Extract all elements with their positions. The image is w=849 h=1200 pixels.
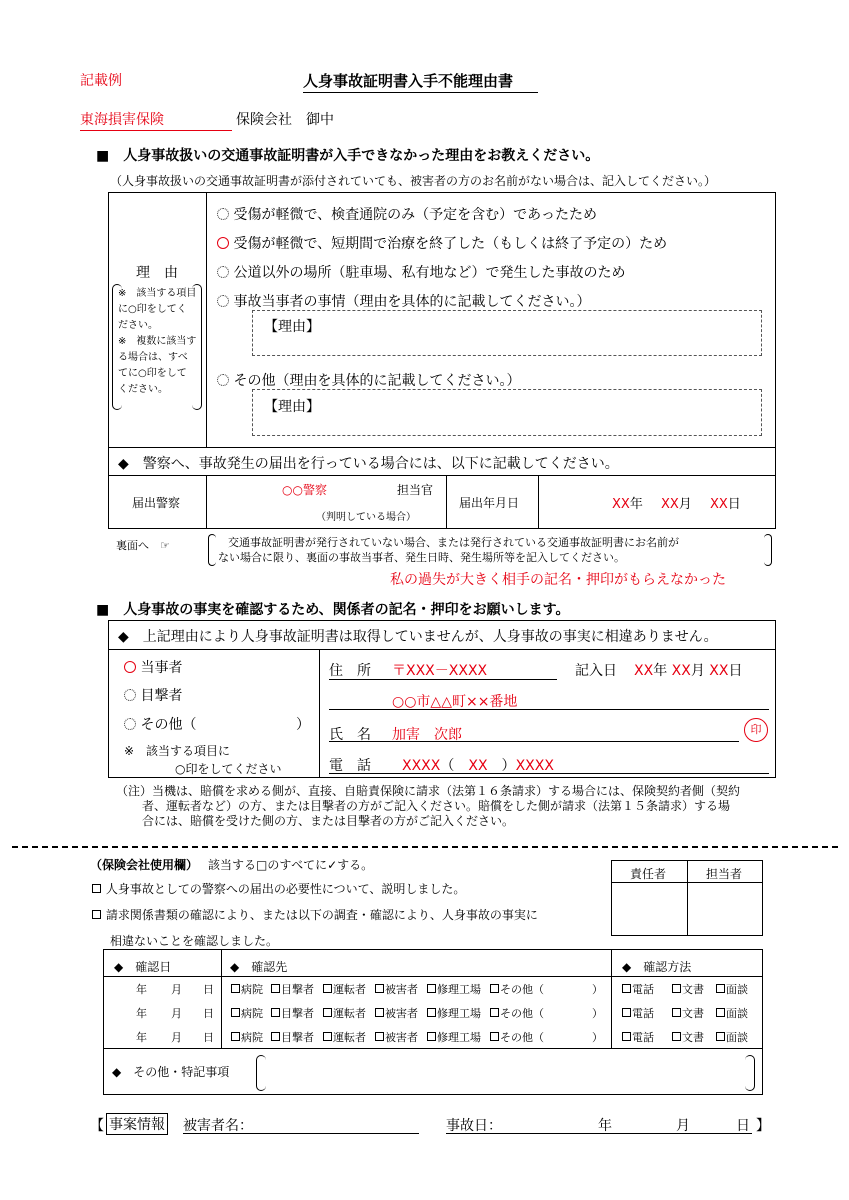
reason-option-2[interactable]: 受傷が軽微で、短期間で治療を終了した（もしくは終了予定の）ため <box>217 233 667 253</box>
checkbox-icon <box>323 1008 332 1017</box>
checkbox-icon <box>92 910 101 919</box>
remarks-label: ◆ その他・特記事項 <box>112 1065 230 1079</box>
target-checkbox[interactable]: 病院 <box>231 1005 263 1021</box>
police-officer-label: 担当官 <box>397 483 434 497</box>
checkbox-icon <box>716 1008 725 1017</box>
office-check-2-cont: 相違ないことを確認しました。 <box>110 934 279 948</box>
target-checkbox[interactable]: 病院 <box>231 981 263 997</box>
role-note-1: ※ 該当する項目に <box>124 744 231 758</box>
method-checkbox[interactable]: 面談 <box>716 1005 748 1021</box>
page-title: 人身事故証明書入手不能理由書 <box>303 70 538 93</box>
reason-text-box-2[interactable] <box>252 389 762 436</box>
reason-option-5[interactable]: その他（理由を具体的に記載してください。） <box>217 370 520 390</box>
date-unit: 日 <box>203 1031 214 1044</box>
case-info-label: 事案情報 <box>106 1113 168 1135</box>
responsible-label: 責任者 <box>630 867 667 881</box>
police-label: 届出警察 <box>132 496 181 510</box>
checkbox-icon <box>672 1008 681 1017</box>
office-check-2[interactable]: 請求関係書類の確認により、または以下の調査・確認により、人身事故の事実に <box>92 906 538 923</box>
seal-stamp[interactable]: 印 <box>744 718 768 742</box>
checkbox-icon <box>716 1032 725 1041</box>
example-label: 記載例 <box>80 73 122 89</box>
footer-day: 日 <box>736 1118 750 1134</box>
checkbox-icon <box>375 984 384 993</box>
role-other[interactable]: その他（ <box>124 714 196 734</box>
date-unit: 日 <box>203 983 214 996</box>
target-checkbox[interactable]: 修理工場 <box>427 1005 481 1021</box>
name-value[interactable]: 加害 次郎 <box>392 727 462 743</box>
date-unit: 月 <box>171 1007 182 1020</box>
reason-box-label-1: 【理由】 <box>264 319 320 335</box>
red-annotation: 私の過失が大きく相手の記名・押印がもらえなかった <box>390 572 726 588</box>
checkbox-icon <box>490 1008 499 1017</box>
target-checkbox[interactable]: 運転者 <box>323 1005 366 1021</box>
checkbox-icon <box>427 1008 436 1017</box>
method-checkbox[interactable]: 電話 <box>622 981 654 997</box>
in-charge-label: 担当者 <box>706 867 743 881</box>
entry-date-label: 記入日 <box>575 663 617 679</box>
checkbox-icon <box>490 984 499 993</box>
method-checkbox[interactable]: 電話 <box>622 1005 654 1021</box>
date-unit: 日 <box>203 1007 214 1020</box>
target-checkbox[interactable]: 修理工場 <box>427 981 481 997</box>
phone-value[interactable]: XXXX（ XX ）XXXX <box>402 758 554 774</box>
target-checkbox[interactable]: 目撃者 <box>271 1029 314 1045</box>
checkbox-icon <box>375 1032 384 1041</box>
police-heading: ◆ 警察へ、事故発生の届出を行っている場合には、以下に記載してください。 <box>118 456 619 472</box>
target-other-close: ） <box>592 983 603 996</box>
radio-circle-icon <box>124 718 136 730</box>
checkbox-icon <box>231 1008 240 1017</box>
radio-circle-icon <box>217 295 229 307</box>
method-checkbox[interactable]: 電話 <box>622 1029 654 1045</box>
footnote: （注）当機は、賠償を求める側が、直接、自賠責保険に請求（法第１６条請求）する場合には、保険契約者側（契約 者、運転者など）の方、または目撃者の方がご記入ください。賠償をした側が請求（法第１５条請求）する場 合には、賠償を受けた側の方、または目撃者の方がご記入ください。 <box>116 784 741 828</box>
checkbox-icon <box>427 1032 436 1041</box>
reason-text-box-1[interactable] <box>252 310 762 356</box>
section1-heading: ■ 人身事故扱いの交通事故証明書が入手できなかった理由をお教えください。 <box>96 148 600 164</box>
col-date-header: ◆ 確認日 <box>114 960 172 974</box>
victim-label: 被害者名： <box>183 1118 253 1134</box>
reason-label: 理 由 <box>136 265 178 281</box>
checkbox-icon <box>672 1032 681 1041</box>
office-title: （保険会社使用欄） <box>90 858 199 872</box>
checkbox-icon <box>622 1008 631 1017</box>
target-checkbox[interactable]: 運転者 <box>323 981 366 997</box>
cut-line <box>12 846 838 848</box>
date-unit: 月 <box>171 983 182 996</box>
role-other-close: ） <box>296 717 310 733</box>
selected-circle-icon <box>217 237 229 249</box>
checkbox-icon <box>672 984 681 993</box>
checkbox-icon <box>323 984 332 993</box>
insurer-name: 東海損害保険 <box>80 109 232 131</box>
postal-code[interactable]: 〒XXX－XXXX <box>392 663 488 679</box>
radio-circle-icon <box>124 689 136 701</box>
party-statement: ◆ 上記理由により人身事故証明書は取得していませんが、人身事故の事実に相違ありません。 <box>118 629 718 645</box>
office-check-1[interactable]: 人身事故としての警察への届出の必要性について、説明しました。 <box>92 880 465 897</box>
reason-notes: ※ 該当する項目 に○印をしてく ださい。 ※ 複数に該当す る場合は、すべ てに○印をして ください。 <box>118 288 197 395</box>
target-checkbox[interactable]: 被害者 <box>375 981 418 997</box>
reason-box-label-2: 【理由】 <box>264 399 320 415</box>
accident-date-label: 事故日： <box>446 1118 502 1134</box>
checkbox-icon <box>271 984 280 993</box>
reason-option-4[interactable]: 事故当事者の事情（理由を具体的に記載してください。） <box>217 291 590 311</box>
checkbox-icon <box>231 984 240 993</box>
radio-circle-icon <box>217 374 229 386</box>
footer-month: 月 <box>676 1118 690 1134</box>
target-checkbox[interactable]: 被害者 <box>375 1029 418 1045</box>
footer-close: 】 <box>756 1118 770 1134</box>
date-unit: 年 <box>136 983 147 996</box>
target-checkbox[interactable]: 運転者 <box>323 1029 366 1045</box>
date-unit: 月 <box>171 1031 182 1044</box>
address-label: 住 所 <box>329 663 371 679</box>
reason-option-3[interactable]: 公道以外の場所（駐車場、私有地など）で発生した事故のため <box>217 262 625 282</box>
section2-heading: ■ 人身事故の事実を確認するため、関係者の記名・押印をお願いします。 <box>96 602 570 618</box>
back-note-2: ない場合に限り、裏面の事故当事者、発生日時、発生場所等を記入してください。 <box>218 551 625 564</box>
target-checkbox[interactable]: 目撃者 <box>271 1005 314 1021</box>
target-checkbox[interactable]: 修理工場 <box>427 1029 481 1045</box>
target-other-close: ） <box>592 1007 603 1020</box>
checkbox-icon <box>490 1032 499 1041</box>
date-unit: 年 <box>136 1007 147 1020</box>
role-party[interactable]: 当事者 <box>124 657 182 677</box>
victim-name-input[interactable] <box>260 1112 419 1132</box>
checkbox-icon <box>427 984 436 993</box>
footer-year: 年 <box>598 1118 612 1134</box>
checkbox-icon <box>716 984 725 993</box>
target-checkbox[interactable]: その他（ <box>490 1029 544 1045</box>
checkbox-icon <box>271 1008 280 1017</box>
target-checkbox[interactable]: その他（ <box>490 981 544 997</box>
section1-note: （人身事故扱いの交通事故証明書が添付されていても、被害者の方のお名前がない場合は、記入してください。） <box>110 174 717 188</box>
checkbox-icon <box>622 984 631 993</box>
checkbox-icon <box>271 1032 280 1041</box>
date-unit: 年 <box>136 1031 147 1044</box>
checkbox-icon <box>323 1032 332 1041</box>
address-value[interactable]: ○○市△△町××番地 <box>392 694 518 710</box>
role-note-2: ○印をしてください <box>175 762 282 776</box>
method-checkbox[interactable]: 面談 <box>716 981 748 997</box>
reason-option-1[interactable]: 受傷が軽微で、検査通院のみ（予定を含む）であったため <box>217 204 597 224</box>
radio-circle-icon <box>217 266 229 278</box>
police-note: （判明している場合） <box>316 512 416 523</box>
checkbox-icon <box>375 1008 384 1017</box>
phone-label: 電 話 <box>329 758 371 774</box>
report-date[interactable]: XX年 XX月 XX日 <box>612 497 741 512</box>
method-checkbox[interactable]: 面談 <box>716 1029 748 1045</box>
insurer-suffix: 保険会社 御中 <box>236 112 334 128</box>
name-label: 氏 名 <box>329 727 371 743</box>
target-checkbox[interactable]: 目撃者 <box>271 981 314 997</box>
target-other-close: ） <box>592 1031 603 1044</box>
method-checkbox[interactable]: 文書 <box>672 1005 704 1021</box>
office-instruction: 該当する□のすべてに✓する。 <box>208 858 374 872</box>
col-method-header: ◆ 確認方法 <box>622 960 692 974</box>
report-date-label: 届出年月日 <box>459 496 520 510</box>
method-checkbox[interactable]: 文書 <box>672 981 704 997</box>
back-label: 裏面へ ☞ <box>116 539 170 552</box>
checkbox-icon <box>622 1032 631 1041</box>
target-checkbox[interactable]: 病院 <box>231 1029 263 1045</box>
radio-circle-icon <box>217 208 229 220</box>
target-checkbox[interactable]: その他（ <box>490 1005 544 1021</box>
remarks-input[interactable] <box>262 1058 748 1088</box>
back-note-1: 交通事故証明書が発行されていない場合、または発行されている交通事故証明書にお名前が <box>228 536 679 549</box>
entry-date[interactable]: XX年 XX月 XX日 <box>634 663 743 679</box>
role-witness[interactable]: 目撃者 <box>124 685 182 705</box>
police-name[interactable]: ○○警察 <box>282 483 327 497</box>
col-target-header: ◆ 確認先 <box>230 960 288 974</box>
checkbox-icon <box>231 1032 240 1041</box>
checkbox-icon <box>92 884 101 893</box>
accident-date-input[interactable] <box>510 1112 750 1132</box>
target-checkbox[interactable]: 被害者 <box>375 1005 418 1021</box>
selected-circle-icon <box>124 661 136 673</box>
method-checkbox[interactable]: 文書 <box>672 1029 704 1045</box>
footer-open: 【 <box>90 1118 104 1134</box>
